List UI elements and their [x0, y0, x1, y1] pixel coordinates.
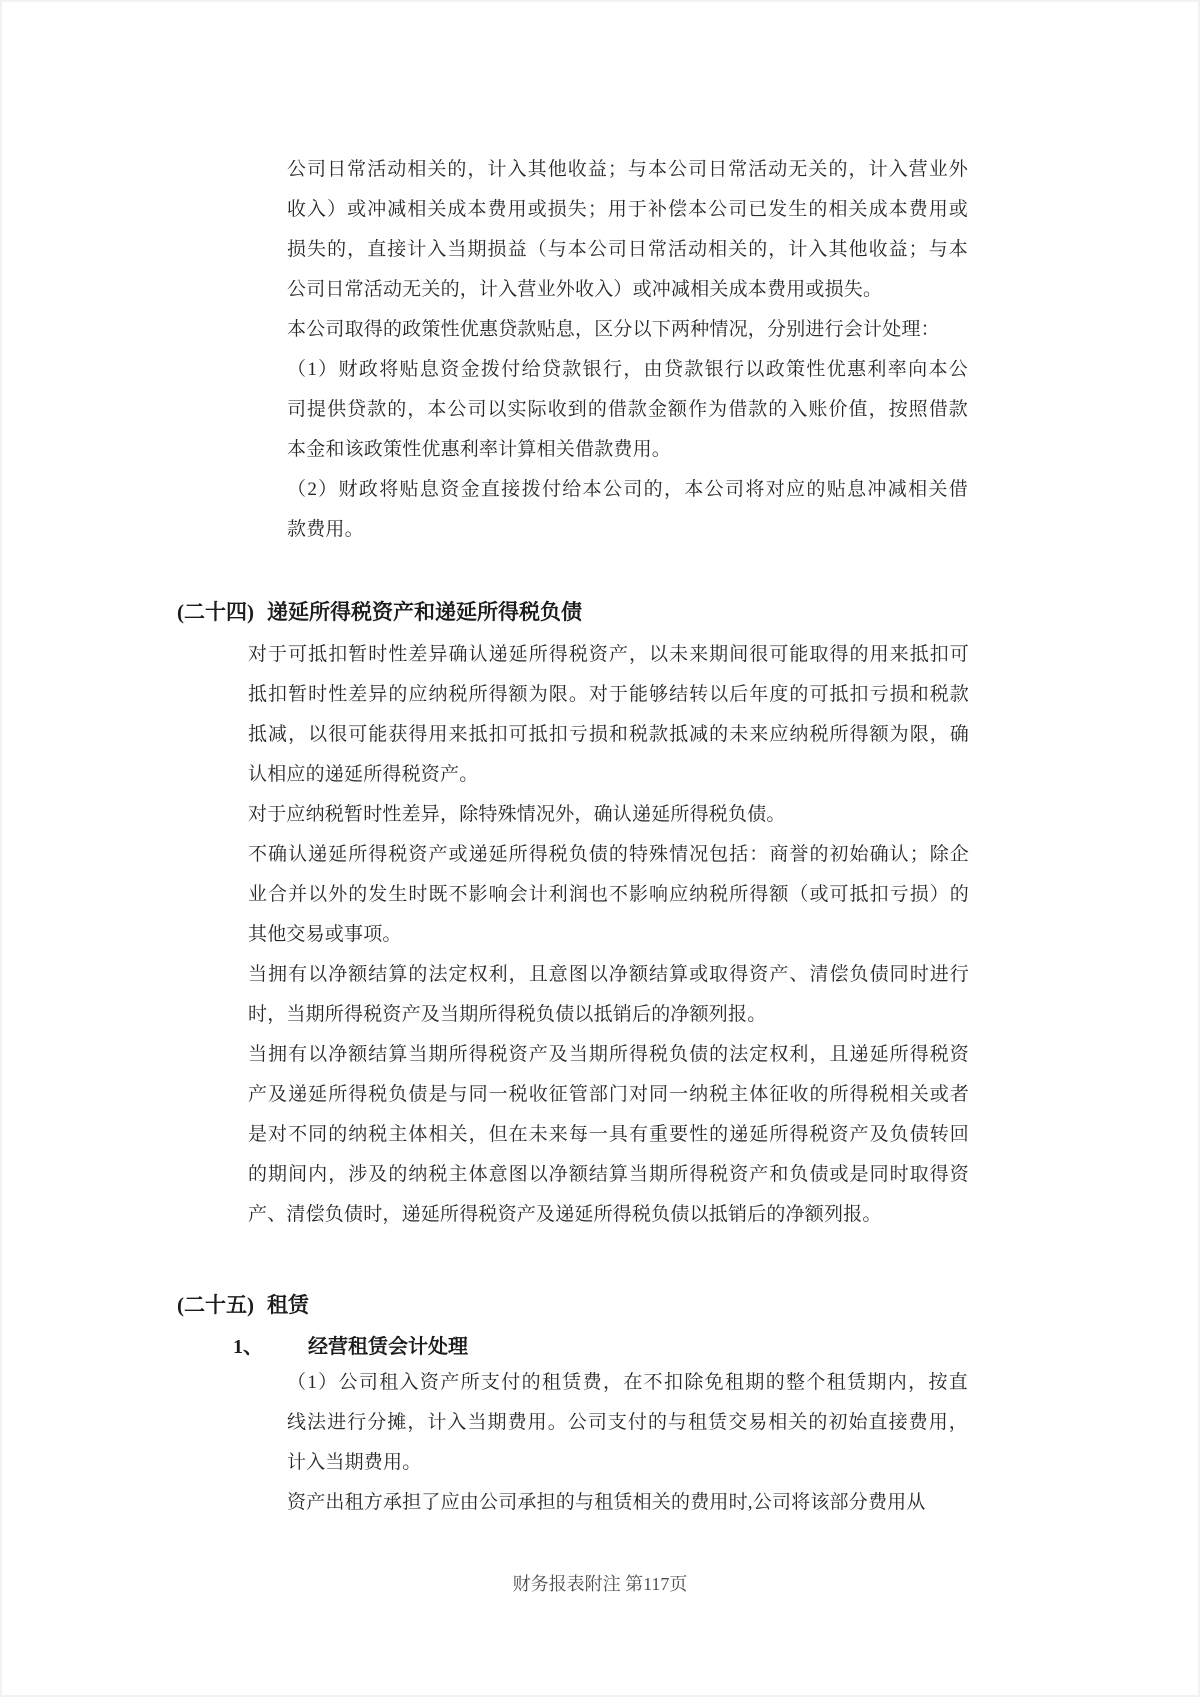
text-line: （1）公司租入资产所支付的租赁费，在不扣除免租期的整个租赁期内，按直 — [287, 1372, 968, 1393]
paragraph — [248, 835, 969, 955]
text-line: 损失的，直接计入当期损益（与本公司日常活动相关的，计入其他收益；与本 — [287, 239, 968, 260]
paragraph — [248, 955, 969, 1035]
text-line: 当拥有以净额结算的法定权利，且意图以净额结算或取得资产、清偿负债同时进行 — [248, 964, 969, 985]
grant-accounting-paragraphs — [287, 150, 968, 550]
text-line: 是对不同的纳税主体相关，但在未来每一具有重要性的递延所得税资产及负债转回 — [248, 1124, 969, 1145]
text-line: 款费用。 — [287, 519, 364, 540]
text-line: （2）财政将贴息资金直接拨付给本公司的，本公司将对应的贴息冲减相关借 — [287, 479, 968, 500]
operating-lease-paragraphs — [287, 1363, 968, 1523]
paragraph — [287, 310, 968, 350]
text-line: 本公司取得的政策性优惠贷款贴息，区分以下两种情况，分别进行会计处理： — [287, 319, 940, 340]
text-line: 抵减，以很可能获得用来抵扣可抵扣亏损和税款抵减的未来应纳税所得额为限，确 — [248, 724, 969, 745]
text-line: 其他交易或事项。 — [248, 924, 402, 945]
text-line: 对于应纳税暂时性差异，除特殊情况外，确认递延所得税负债。 — [248, 804, 786, 825]
paragraph — [287, 1483, 968, 1523]
section-number: (二十四) — [177, 600, 254, 624]
text-line: 时，当期所得税资产及当期所得税负债以抵销后的净额列报。 — [248, 1004, 767, 1025]
paragraph — [287, 350, 968, 470]
text-line: 认相应的递延所得税资产。 — [248, 764, 479, 785]
text-line: 司提供贷款的，本公司以实际收到的借款金额作为借款的入账价值，按照借款 — [287, 399, 968, 420]
subsection-1-heading — [233, 1327, 468, 1367]
paragraph — [248, 1035, 969, 1235]
text-line: 业合并以外的发生时既不影响会计利润也不影响应纳税所得额（或可抵扣亏损）的 — [248, 884, 969, 905]
text-line: （1）财政将贴息资金拨付给贷款银行，由贷款银行以政策性优惠利率向本公 — [287, 359, 968, 380]
section-title: 递延所得税资产和递延所得税负债 — [267, 600, 582, 624]
page-footer: 财务报表附注 第117页 — [512, 1574, 688, 1594]
paragraph — [287, 1363, 968, 1483]
section-24-heading — [177, 592, 582, 632]
text-line: 本金和该政策性优惠利率计算相关借款费用。 — [287, 439, 672, 460]
text-line: 当拥有以净额结算当期所得税资产及当期所得税负债的法定权利，且递延所得税资 — [248, 1044, 969, 1065]
text-line: 线法进行分摊，计入当期费用。公司支付的与租赁交易相关的初始直接费用， — [287, 1412, 968, 1433]
subsection-title: 经营租赁会计处理 — [308, 1336, 468, 1358]
paragraph — [248, 795, 969, 835]
text-line: 对于可抵扣暂时性差异确认递延所得税资产，以未来期间很可能取得的用来抵扣可 — [248, 644, 969, 665]
text-line: 计入当期费用。 — [287, 1452, 422, 1473]
text-line: 产及递延所得税负债是与同一税收征管部门对同一纳税主体征收的所得税相关或者 — [248, 1084, 969, 1105]
text-line: 资产出租方承担了应由公司承担的与租赁相关的费用时,公司将该部分费用从 — [287, 1492, 926, 1513]
text-line: 不确认递延所得税资产或递延所得税负债的特殊情况包括：商誉的初始确认；除企 — [248, 844, 969, 865]
text-line: 抵扣暂时性差异的应纳税所得额为限。对于能够结转以后年度的可抵扣亏损和税款 — [248, 684, 969, 705]
paragraph — [248, 635, 969, 795]
text-line: 的期间内，涉及的纳税主体意图以净额结算当期所得税资产和负债或是同时取得资 — [248, 1164, 969, 1185]
text-line: 公司日常活动无关的，计入营业外收入）或冲减相关成本费用或损失。 — [287, 279, 883, 300]
paragraph — [287, 470, 968, 550]
section-title: 租赁 — [267, 1293, 309, 1317]
text-line: 产、清偿负债时，递延所得税资产及递延所得税负债以抵销后的净额列报。 — [248, 1204, 882, 1225]
text-line: 收入）或冲减相关成本费用或损失；用于补偿本公司已发生的相关成本费用或 — [287, 199, 968, 220]
paragraph — [287, 150, 968, 310]
section-number: (二十五) — [177, 1293, 254, 1317]
text-line: 公司日常活动相关的，计入其他收益；与本公司日常活动无关的，计入营业外 — [287, 159, 968, 180]
deferred-tax-paragraphs — [248, 635, 969, 1235]
subsection-number: 1、 — [233, 1336, 263, 1358]
section-25-heading — [177, 1285, 309, 1325]
